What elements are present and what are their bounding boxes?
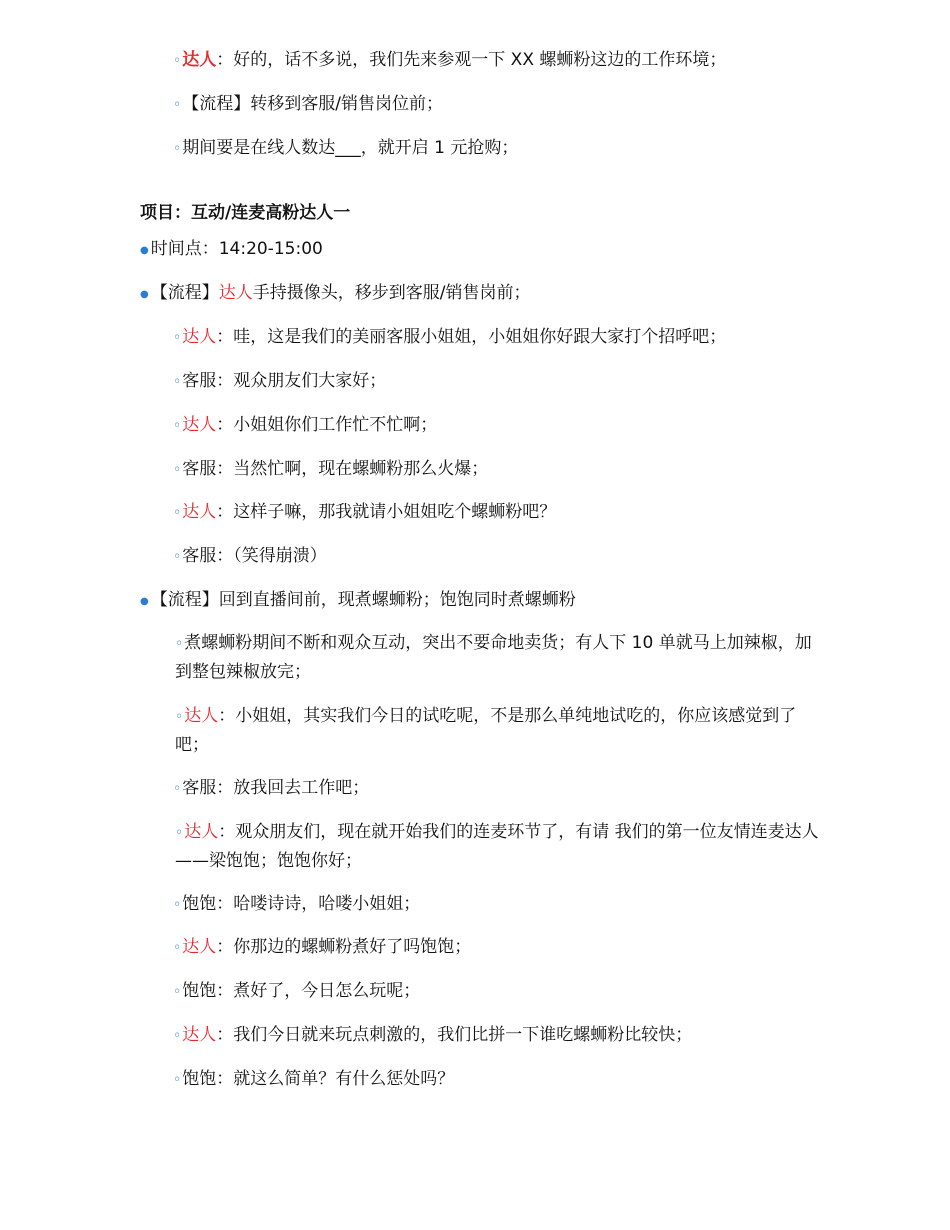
speaker-label: 达人	[182, 415, 217, 435]
list-item	[173, 49, 726, 72]
dialog-item	[173, 893, 420, 916]
dialog-text: ：哈喽诗诗，哈喽小姐姐；	[216, 894, 421, 914]
speaker-label: 达人	[182, 1025, 217, 1045]
speaker-label: 达人	[218, 283, 253, 303]
speaker-label: 达人	[184, 706, 219, 726]
note-text: 期间要是在线人数达___，就开启 1 元抢购；	[182, 138, 519, 158]
hollow-bullet-icon: ◦	[173, 781, 182, 797]
speaker-label: 饱饱	[182, 894, 217, 914]
dialog-text: ：煮好了，今日怎么玩呢；	[216, 981, 421, 1001]
dialog-item	[173, 414, 437, 437]
hollow-bullet-icon: ◦	[173, 940, 182, 956]
dialog-text: ：观众朋友们大家好；	[216, 371, 387, 391]
hollow-bullet-icon: ◦	[173, 97, 182, 113]
list-item-time	[140, 238, 323, 263]
hollow-bullet-icon: ◦	[173, 897, 182, 913]
dialog-item	[173, 980, 420, 1003]
dialog-item	[173, 458, 488, 481]
dialog-text: ：哇，这是我们的美丽客服小姐姐，小姐姐你好跟大家打个招呼吧；	[216, 327, 727, 347]
dialog-text: ：小姐姐，其实我们今日的试吃呢，不是那么单纯地试吃的，你应该感觉到了吧；	[175, 706, 797, 755]
flow-text: 【流程】回到直播间前，现煮螺蛳粉；饱饱同时煮螺蛳粉	[150, 590, 576, 610]
dialog-text: ：小姐姐你们工作忙不忙啊；	[216, 415, 438, 435]
filled-bullet-icon: ●	[140, 289, 149, 300]
speaker-label: 达人	[182, 502, 217, 522]
dialog-text: ：（笑得崩溃）	[216, 546, 327, 566]
hollow-bullet-icon: ◦	[173, 374, 182, 390]
dialog-text: 煮螺蛳粉期间不断和观众互动，突出不要命地卖货；有人下 10 单就马上加辣椒，加到整包辣椒放完；	[175, 633, 812, 682]
speaker-label: 达人	[182, 50, 217, 70]
flow-prefix: 【流程】	[150, 283, 219, 303]
dialog-text: ：当然忙啊，现在螺蛳粉那么火爆；	[216, 459, 489, 479]
list-item-flow	[140, 282, 530, 307]
section-title: 项目：互动/连麦高粉达人一	[140, 203, 351, 223]
dialog-text: ：放我回去工作吧；	[216, 778, 370, 798]
speaker-label: 饱饱	[182, 1069, 217, 1089]
dialog-item	[173, 501, 556, 524]
dialog-text: ：这样子嘛，那我就请小姐姐吃个螺蛳粉吧？	[216, 502, 557, 522]
hollow-bullet-icon: ◦	[173, 1028, 182, 1044]
hollow-bullet-icon: ◦	[173, 549, 182, 565]
hollow-bullet-icon: ◦	[173, 330, 182, 346]
dialog-item	[175, 702, 820, 759]
speaker-label: 客服	[182, 371, 217, 391]
list-item	[173, 137, 518, 160]
time-text: 时间点：14:20-15:00	[150, 239, 323, 259]
dialog-text: ：好的，话不多说，我们先来参观一下 XX 螺蛳粉这边的工作环境；	[216, 50, 727, 70]
dialog-item	[175, 818, 820, 875]
filled-bullet-icon: ●	[140, 596, 149, 607]
dialog-item	[173, 1068, 454, 1091]
hollow-bullet-icon: ◦	[175, 709, 184, 725]
flow-text: 手持摄像头，移步到客服/销售岗前；	[252, 283, 531, 303]
dialog-text: ：观众朋友们，现在就开始我们的连麦环节了，有请 我们的第一位友情连麦达人——梁饱饱；饱饱你好；	[175, 822, 819, 871]
hollow-bullet-icon: ◦	[175, 636, 184, 652]
hollow-bullet-icon: ◦	[173, 1072, 182, 1088]
dialog-item	[173, 1024, 692, 1047]
dialog-item	[173, 777, 369, 800]
speaker-label: 达人	[184, 822, 219, 842]
speaker-label: 饱饱	[182, 981, 217, 1001]
dialog-text: ：就这么简单？有什么惩处吗？	[216, 1069, 455, 1089]
dialog-text: ：你那边的螺蛳粉煮好了吗饱饱；	[216, 937, 472, 957]
speaker-label: 客服	[182, 778, 217, 798]
flow-text: 【流程】转移到客服/销售岗位前；	[182, 94, 443, 114]
dialog-item	[173, 326, 726, 349]
dialog-item	[173, 545, 327, 568]
list-item	[173, 93, 443, 116]
hollow-bullet-icon: ◦	[173, 418, 182, 434]
filled-bullet-icon: ●	[140, 245, 149, 256]
dialog-item	[173, 936, 471, 959]
hollow-bullet-icon: ◦	[173, 53, 182, 69]
speaker-label: 客服	[182, 459, 217, 479]
speaker-label: 达人	[182, 327, 217, 347]
hollow-bullet-icon: ◦	[175, 825, 184, 841]
hollow-bullet-icon: ◦	[173, 141, 182, 157]
list-item-flow	[140, 589, 576, 614]
hollow-bullet-icon: ◦	[173, 505, 182, 521]
hollow-bullet-icon: ◦	[173, 984, 182, 1000]
dialog-text: ：我们今日就来玩点刺激的，我们比拼一下谁吃螺蛳粉比较快；	[216, 1025, 693, 1045]
hollow-bullet-icon: ◦	[173, 462, 182, 478]
speaker-label: 达人	[182, 937, 217, 957]
dialog-item	[173, 370, 386, 393]
dialog-item	[175, 629, 820, 686]
speaker-label: 客服	[182, 546, 217, 566]
